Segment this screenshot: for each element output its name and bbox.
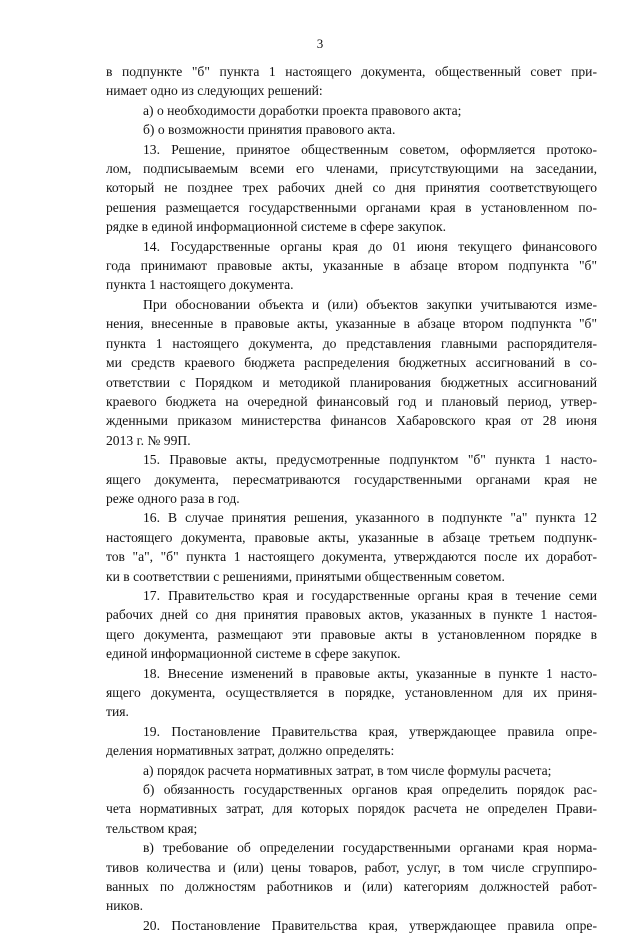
text-line: ящего документа, осуществляется в порядке, установленном для их приня- bbox=[106, 685, 597, 700]
text-line: щего документа, размещают эти правовые акты в установленном порядке в bbox=[106, 626, 597, 642]
text-line: тов "а", "б" пункта 1 настоящего документа, утверждаются после их доработ- bbox=[106, 549, 597, 565]
text-line: рабочих дней со дня принятия правовых актов, указанных в пункте 1 настоя- bbox=[106, 607, 597, 623]
text-line: 20. Постановление Правительства края, утверждающее правила опре- bbox=[143, 917, 597, 933]
text-line: жденными приказом министерства финансов Хабаровского края от 28 июня bbox=[106, 413, 597, 429]
text-line: нения, внесенные в правовые акты, указанные в абзаце втором подпункта "б" bbox=[106, 316, 597, 332]
text-line: лом, подписываемым всеми его членами, присутствующими на заседании, bbox=[106, 161, 597, 177]
text-line: тия. bbox=[106, 704, 129, 720]
text-line: года принимают правовые акты, указанные в абзаце втором подпункта "б" bbox=[106, 258, 597, 274]
text-line: 18. Внесение изменений в правовые акты, указанные в пункте 1 насто- bbox=[143, 665, 597, 681]
text-line: ванных по должностям работников и (или) категориям должностей работ- bbox=[106, 879, 597, 895]
text-line: реже одного раза в год. bbox=[106, 490, 240, 506]
text-line: пункта 1 настоящего документа, до представления главными распорядителя- bbox=[106, 335, 597, 351]
text-line: ответствии с Порядком и методикой планирования бюджетных ассигнований bbox=[106, 374, 597, 390]
text-line: ников. bbox=[106, 898, 144, 914]
text-line: тельством края; bbox=[106, 820, 198, 836]
document-body bbox=[106, 62, 597, 935]
text-line: б) обязанность государственных органов края определить порядок рас- bbox=[143, 782, 597, 798]
text-line: 14. Государственные органы края до 01 июня текущего финансового bbox=[143, 238, 597, 254]
text-line: чета нормативных затрат, для которых порядок расчета не определен Прави- bbox=[106, 801, 597, 817]
text-line: деления нормативных затрат, должно определять: bbox=[106, 743, 395, 759]
text-line: краевого бюджета на очередной финансовый год и плановый период, утвер- bbox=[106, 393, 597, 409]
text-line: ми средств краевого бюджета распределения бюджетных ассигнований в со- bbox=[106, 355, 597, 371]
text-line: решения размещается государственными органами края в установленном по- bbox=[106, 199, 597, 215]
text-line: нимает одно из следующих решений: bbox=[106, 83, 323, 99]
text-line: который не позднее трех рабочих дней со дня принятия соответствующего bbox=[106, 180, 597, 196]
text-line: тивов количества и (или) цены товаров, работ, услуг, в том числе сгруппиро- bbox=[106, 859, 597, 875]
text-line: пункта 1 настоящего документа. bbox=[106, 277, 294, 293]
text-line: 15. Правовые акты, предусмотренные подпунктом "б" пункта 1 насто- bbox=[143, 452, 597, 468]
text-line: ки в соответствии с решениями, принятыми общественным советом. bbox=[106, 568, 505, 584]
text-line: ящего документа, пересматриваются государственными органами края не bbox=[106, 471, 597, 487]
text-line: в) требование об определении государственными органами края норма- bbox=[143, 840, 597, 856]
text-line: 19. Постановление Правительства края, утверждающее правила опре- bbox=[143, 723, 597, 739]
text-line: а) о необходимости доработки проекта правового акта; bbox=[143, 102, 462, 118]
text-line: настоящего документа, правовые акты, указанные в абзаце третьем подпунк- bbox=[106, 529, 597, 545]
text-line: 16. В случае принятия решения, указанного в подпункте "а" пункта 12 bbox=[143, 510, 597, 526]
text-line: а) порядок расчета нормативных затрат, в том числе формулы расчета; bbox=[143, 762, 552, 778]
text-line: 13. Решение, принятое общественным советом, оформляется протоко- bbox=[143, 141, 597, 157]
text-line: единой информационной системе в сфере закупок. bbox=[106, 646, 401, 662]
page-number: 3 bbox=[316, 36, 324, 51]
text-line: 2013 г. № 99П. bbox=[106, 432, 191, 448]
text-line: б) о возможности принятия правового акта. bbox=[143, 122, 396, 138]
text-line: рядке в единой информационной системе в сфере закупок. bbox=[106, 219, 447, 235]
text-line: При обосновании объекта и (или) объектов закупки учитываются изме- bbox=[143, 296, 597, 312]
text-line: 17. Правительство края и государственные органы края в течение семи bbox=[143, 587, 597, 603]
text-line: в подпункте "б" пункта 1 настоящего документа, общественный совет при- bbox=[106, 64, 597, 79]
